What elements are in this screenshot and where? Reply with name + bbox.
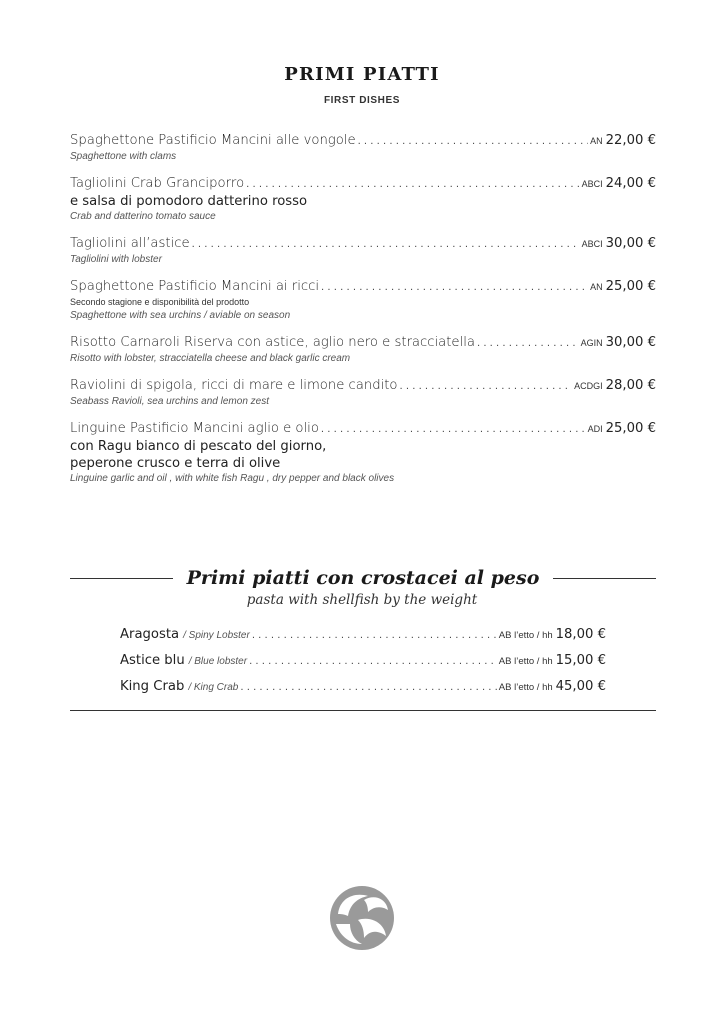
dish-item bbox=[70, 132, 656, 163]
dish-name: Risotto Carnaroli Riserva con astice, aglio nero e stracciatella bbox=[70, 335, 475, 350]
dish-translation: Seabass Ravioli, sea urchins and lemon zest bbox=[70, 396, 269, 407]
dish-allergens: ABCI bbox=[581, 239, 603, 249]
dot-leader bbox=[400, 382, 573, 392]
dish-line bbox=[70, 377, 656, 395]
dish-allergens: ADI bbox=[587, 424, 603, 434]
weight-section-subtitle: pasta with shellfish by the weight bbox=[246, 592, 478, 608]
dish-allergens: AN bbox=[590, 282, 603, 292]
dish-translation: Tagliolini with lobster bbox=[70, 254, 162, 265]
dish-allergens: ACDGI bbox=[574, 381, 603, 391]
dish-name-continuation: peperone crusco e terra di olive bbox=[70, 456, 281, 471]
dot-leader bbox=[321, 283, 588, 293]
page-subtitle: FIRST DISHES bbox=[323, 95, 401, 106]
dish-translation: Spaghettone with clams bbox=[70, 151, 177, 162]
dish-translation: Linguine garlic and oil , with white fish Ragu , dry pepper and black olives bbox=[70, 473, 395, 484]
weight-item-name: Aragosta bbox=[120, 627, 180, 642]
weight-item-unit: AB l’etto / hh bbox=[498, 656, 553, 667]
page-title: PRIMI PIATTI bbox=[284, 64, 440, 85]
dish-price: 25,00 € bbox=[605, 279, 656, 294]
dish-translation: Risotto with lobster, stracciatella cheese and black garlic cream bbox=[70, 353, 351, 364]
dish-name-continuation: con Ragu bianco di pescato del giorno, bbox=[70, 439, 327, 454]
weight-item-english: / Blue lobster bbox=[188, 656, 248, 667]
dish-name: Tagliolini all’astice bbox=[70, 236, 190, 251]
dish-item bbox=[70, 175, 656, 223]
right-divider bbox=[553, 578, 656, 579]
dish-price: 24,00 € bbox=[605, 176, 656, 191]
weight-item bbox=[120, 622, 606, 648]
dish-price: 22,00 € bbox=[605, 133, 656, 148]
dish-name: Linguine Pastificio Mancini aglio e olio bbox=[70, 421, 319, 436]
left-divider bbox=[70, 578, 173, 579]
dish-name-continuation: e salsa di pomodoro datterino rosso bbox=[70, 194, 308, 209]
dish-line bbox=[70, 420, 656, 438]
dot-leader bbox=[240, 683, 496, 693]
dot-leader bbox=[358, 137, 589, 147]
dish-allergens: AN bbox=[590, 136, 603, 146]
dish-name: Tagliolini Crab Granciporro bbox=[70, 176, 245, 191]
weight-item-english: / Spiny Lobster bbox=[183, 630, 250, 641]
dish-note: Secondo stagione e disponibilità del prodotto bbox=[70, 297, 250, 307]
dish-translation: Crab and datterino tomato sauce bbox=[70, 211, 216, 222]
dish-line bbox=[70, 278, 656, 296]
bottom-divider bbox=[70, 710, 656, 711]
dish-line bbox=[70, 334, 656, 352]
dish-item bbox=[70, 377, 656, 408]
dish-price: 25,00 € bbox=[605, 421, 656, 436]
weight-item-english: / King Crab bbox=[188, 682, 239, 693]
weight-item-price: 45,00 € bbox=[555, 679, 606, 694]
dish-price: 30,00 € bbox=[605, 335, 656, 350]
leaf-circle-logo-icon bbox=[328, 884, 396, 952]
weight-list bbox=[120, 622, 606, 700]
dish-name: Spaghettone Pastificio Mancini alle vongole bbox=[70, 133, 356, 148]
dot-leader bbox=[192, 240, 580, 250]
dish-translation: Spaghettone with sea urchins / aviable on season bbox=[70, 310, 291, 321]
dish-line bbox=[70, 175, 656, 193]
weight-item-unit: AB l’etto / hh bbox=[498, 630, 553, 641]
weight-item bbox=[120, 674, 606, 700]
weight-item-name: King Crab bbox=[120, 679, 185, 694]
weight-section-header bbox=[70, 564, 656, 592]
dot-leader bbox=[477, 339, 579, 349]
dish-name: Raviolini di spigola, ricci di mare e limone candito bbox=[70, 378, 398, 393]
dish-price: 28,00 € bbox=[605, 378, 656, 393]
weight-item-price: 15,00 € bbox=[555, 653, 606, 668]
dish-price: 30,00 € bbox=[605, 236, 656, 251]
weight-item-name: Astice blu bbox=[120, 653, 185, 668]
dot-leader bbox=[249, 657, 497, 667]
dot-leader bbox=[246, 180, 580, 190]
dot-leader bbox=[321, 425, 586, 435]
dish-item bbox=[70, 420, 656, 485]
dish-allergens: ABCI bbox=[581, 179, 603, 189]
dish-item bbox=[70, 235, 656, 266]
weight-section-title: Primi piatti con crostacei al peso bbox=[186, 567, 540, 589]
dish-line bbox=[70, 235, 656, 253]
dish-item bbox=[70, 334, 656, 365]
dish-item bbox=[70, 278, 656, 322]
dish-line bbox=[70, 132, 656, 150]
weight-item bbox=[120, 648, 606, 674]
dot-leader bbox=[252, 631, 497, 641]
dish-name: Spaghettone Pastificio Mancini ai ricci bbox=[70, 279, 320, 294]
dish-list bbox=[70, 132, 656, 497]
dish-allergens: AGIN bbox=[580, 338, 603, 348]
weight-item-unit: AB l’etto / hh bbox=[498, 682, 553, 693]
weight-item-price: 18,00 € bbox=[555, 627, 606, 642]
